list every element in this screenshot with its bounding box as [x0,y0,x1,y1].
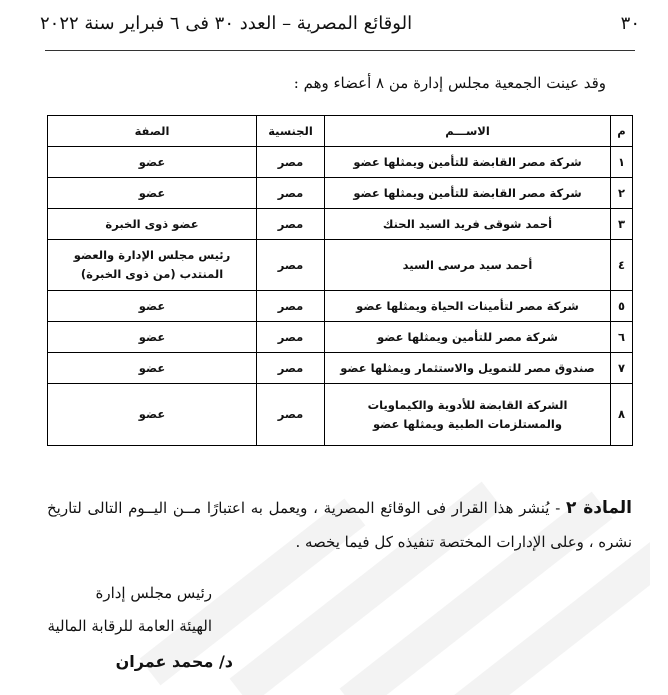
signature-organization: الهيئة العامة للرقابة المالية [47,617,212,635]
header-name: الاســـم [325,116,611,147]
row-num: ٧ [611,353,633,384]
row-role: عضو [48,291,257,322]
page-number: ٣٠ [620,12,640,34]
row-num: ٣ [611,209,633,240]
table-row [48,209,633,240]
article-body: - يُنشر هذا القرار فى الوقائع المصرية ، ويعمل به اعتبارًا مــن اليــوم التالى لتاريخ نشره ، وعلى الإدارات المختصة تنفيذه كل فيما يخصه . [47,499,632,551]
row-name: شركة مصر القابضة للتأمين ويمثلها عضو [325,178,611,209]
row-name: شركة مصر القابضة للتأمين ويمثلها عضو [325,147,611,178]
row-num: ٦ [611,322,633,353]
row-num: ٤ [611,240,633,291]
row-role: عضو [48,384,257,446]
table-row [48,384,633,446]
row-role: عضو [48,353,257,384]
signature-name: د/ محمد عمران [115,652,233,671]
table-row [48,322,633,353]
article-2 [47,491,632,559]
row-role: عضو [48,147,257,178]
header-divider [45,50,635,51]
row-role: عضو [48,178,257,209]
table-row [48,240,633,291]
signature-title: رئيس مجلس إدارة [95,584,212,602]
table-header-row [48,116,633,147]
table-row [48,353,633,384]
row-name: شركة مصر للتأمين ويمثلها عضو [325,322,611,353]
table-row [48,291,633,322]
row-nationality: مصر [257,384,325,446]
row-nationality: مصر [257,147,325,178]
row-num: ١ [611,147,633,178]
row-nationality: مصر [257,322,325,353]
page-header [40,8,640,38]
table-row [48,147,633,178]
row-name: أحمد سيد مرسى السيد [325,240,611,291]
row-name: الشركة القابضة للأدوية والكيماويات والمستلزمات الطبية ويمثلها عضو [325,384,611,446]
row-role: عضو ذوى الخبرة [48,209,257,240]
header-num: م [611,116,633,147]
article-title: المادة ٢ [565,498,632,518]
row-role: عضو [48,322,257,353]
issue-line: الوقائع المصرية – العدد ٣٠ فى ٦ فبراير سنة ٢٠٢٢ [40,12,413,34]
row-nationality: مصر [257,291,325,322]
row-nationality: مصر [257,240,325,291]
header-role: الصفة [48,116,257,147]
row-num: ٥ [611,291,633,322]
row-nationality: مصر [257,178,325,209]
row-name: شركة مصر لتأمينات الحياة ويمثلها عضو [325,291,611,322]
intro-text: وقد عينت الجمعية مجلس إدارة من ٨ أعضاء وهم : [293,74,606,92]
table-row [48,178,633,209]
row-num: ٨ [611,384,633,446]
row-name: أحمد شوقى فريد السيد الحنك [325,209,611,240]
row-num: ٢ [611,178,633,209]
row-name: صندوق مصر للتمويل والاستثمار ويمثلها عضو [325,353,611,384]
header-nationality: الجنسية [257,116,325,147]
row-role: رئيس مجلس الإدارة والعضو المنتدب (من ذوى الخبرة) [48,240,257,291]
row-nationality: مصر [257,353,325,384]
row-nationality: مصر [257,209,325,240]
members-table [47,115,633,446]
